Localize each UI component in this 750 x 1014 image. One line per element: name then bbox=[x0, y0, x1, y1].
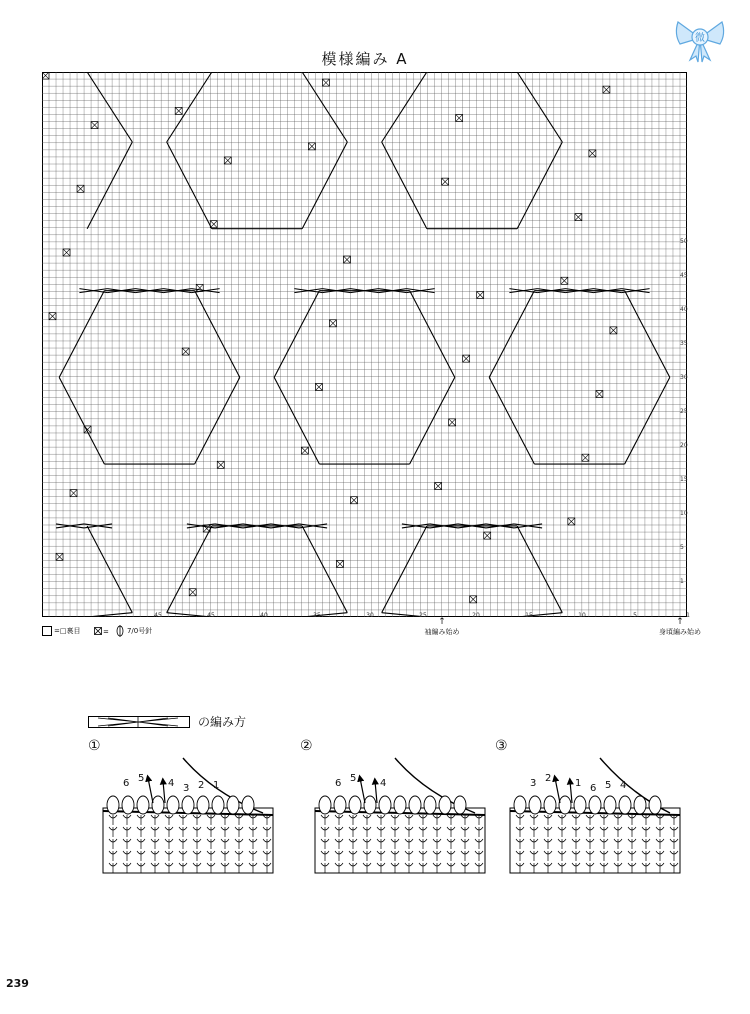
row-number: 1 bbox=[680, 578, 684, 585]
step-number: ② bbox=[300, 738, 313, 754]
chart-legend bbox=[42, 625, 152, 637]
stitch-number-label: 6 bbox=[335, 778, 342, 789]
row-number: 40 bbox=[680, 306, 688, 313]
column-number: 25 bbox=[419, 612, 427, 619]
howto-step-3 bbox=[495, 738, 695, 888]
empty-square-icon bbox=[42, 626, 52, 636]
step-number: ① bbox=[88, 738, 101, 754]
row-number: 50 bbox=[680, 238, 688, 245]
column-number: 20 bbox=[472, 612, 480, 619]
row-number: 10 bbox=[680, 510, 688, 517]
stitch-number-label: 3 bbox=[530, 778, 537, 789]
stitch-number-label: 2 bbox=[198, 780, 205, 791]
stitch-number-label: 2 bbox=[545, 773, 552, 784]
needle-legend: = 7/0号針 bbox=[94, 625, 152, 637]
column-number: 40 bbox=[260, 612, 268, 619]
stitch-number-label: 4 bbox=[380, 778, 387, 789]
column-number: 15 bbox=[525, 612, 533, 619]
column-number: 45 bbox=[207, 612, 215, 619]
row-number: 30 bbox=[680, 374, 688, 381]
column-number: 5 bbox=[633, 612, 637, 619]
stitch-number-label: 5 bbox=[605, 780, 612, 791]
stitch-number-label: 4 bbox=[168, 778, 175, 789]
stitch-number-label: 3 bbox=[183, 783, 190, 794]
cable-symbol-icon bbox=[88, 716, 190, 728]
cross-stitch-icon bbox=[94, 627, 112, 635]
svg-text:微: 微 bbox=[695, 33, 705, 44]
chart-title: 模様編み A bbox=[321, 50, 409, 68]
stitch-number-label: 1 bbox=[213, 780, 220, 791]
up-arrow-icon: ↑ bbox=[676, 617, 684, 627]
up-arrow-icon: ↑ bbox=[438, 617, 446, 627]
knitting-illustration bbox=[93, 753, 283, 883]
stitch-number-label: 6 bbox=[123, 778, 130, 789]
stitch-number-label: 1 bbox=[575, 778, 582, 789]
row-number: 15 bbox=[680, 476, 688, 483]
stitch-number-label: 5 bbox=[138, 773, 145, 784]
row-number: 20 bbox=[680, 442, 688, 449]
row-number: 5 bbox=[680, 544, 684, 551]
knitting-illustration bbox=[305, 753, 495, 883]
body-start-marker: ↑ 身頃編み始め bbox=[640, 618, 720, 637]
stitch-number-label: 5 bbox=[350, 773, 357, 784]
column-number: 45 bbox=[154, 612, 162, 619]
howto-header: の編み方 bbox=[88, 713, 246, 730]
purl-legend: =□裏目 bbox=[42, 626, 80, 636]
knitting-chart bbox=[42, 72, 687, 617]
knitting-illustration bbox=[500, 753, 690, 883]
column-number: 30 bbox=[366, 612, 374, 619]
needle-icon bbox=[115, 625, 125, 637]
svg-text:=: = bbox=[103, 628, 110, 635]
step-number: ③ bbox=[495, 738, 508, 754]
howto-step-1 bbox=[88, 738, 288, 888]
column-number: 10 bbox=[578, 612, 586, 619]
stitch-number-label: 4 bbox=[620, 780, 627, 791]
row-number: 35 bbox=[680, 340, 688, 347]
stitch-number-label: 6 bbox=[590, 783, 597, 794]
row-number: 25 bbox=[680, 408, 688, 415]
row-number: 45 bbox=[680, 272, 688, 279]
sleeve-start-marker: ↑ 袖編み始め bbox=[412, 618, 472, 637]
column-number: 1 bbox=[686, 612, 690, 619]
howto-step-2 bbox=[300, 738, 500, 888]
column-number: 35 bbox=[313, 612, 321, 619]
page-number: 239 bbox=[6, 977, 29, 990]
